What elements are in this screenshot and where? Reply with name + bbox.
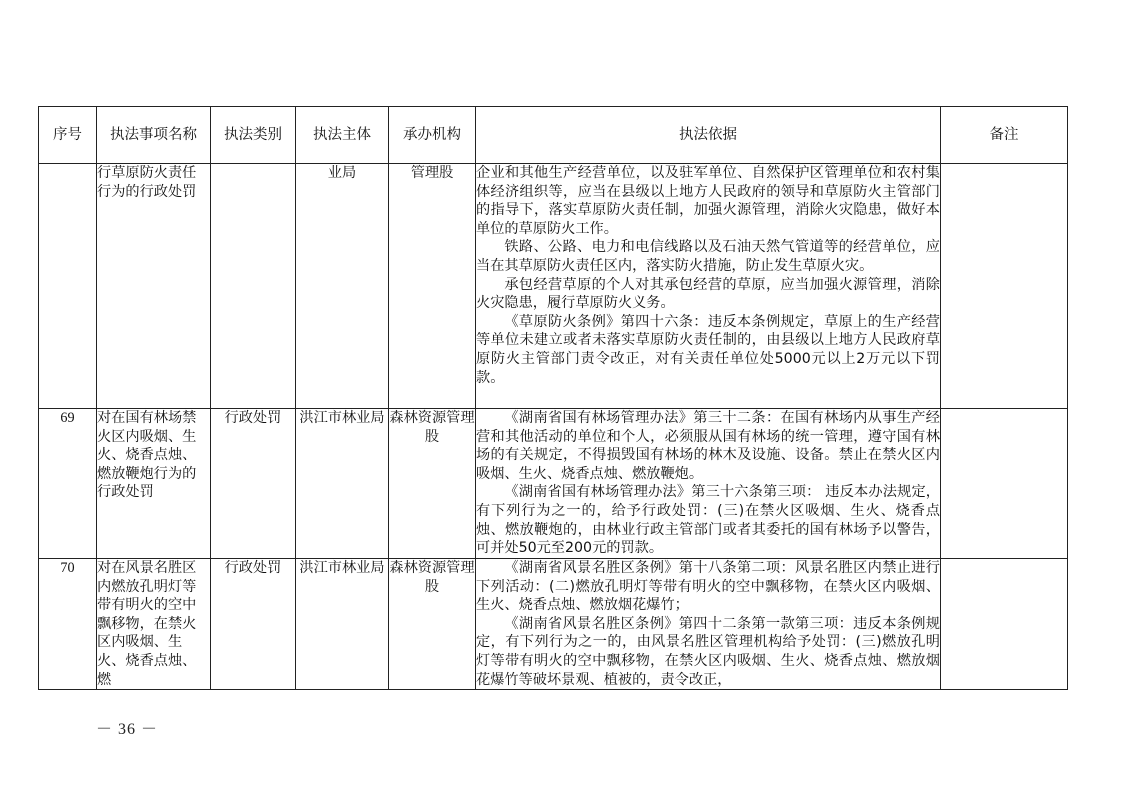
row-subject: 洪江市林业局 [296, 559, 389, 690]
row-remark [941, 164, 1068, 409]
row-basis [476, 409, 941, 559]
basis-paragraph: 《湖南省风景名胜区条例》第十八条第二项：风景名胜区内禁止进行下列活动：(二)燃放孔明灯等带有明火的空中飘移物，在禁火区内吸烟、生火、烧香点烛、燃放烟花爆竹； [476, 560, 940, 614]
header-organ: 承办机构 [389, 107, 476, 164]
row-basis-clip [476, 559, 940, 689]
row-organ: 管理股 [389, 164, 476, 409]
header-subject: 执法主体 [296, 107, 389, 164]
basis-paragraph: 《湖南省风景名胜区条例》第四十二条第一款第三项：违反本条例规定，有下列行为之一的，由风景名胜区管理机构给予处罚：(三)燃放孔明灯等带有明火的空中飘移物，在禁火区内吸烟、生火、烧香点烛、燃放烟花爆竹等破坏景观、植被的，责令改正， [476, 615, 940, 688]
row-subject: 洪江市林业局 [296, 409, 389, 559]
row-basis [476, 559, 941, 690]
row-remark [941, 559, 1068, 690]
basis-paragraph: 《草原防火条例》第四十六条：违反本条例规定，草原上的生产经营等单位未建立或者未落实草原防火责任制的，由县级以上地方人民政府草原防火主管部门责令改正，对有关责任单位处5000元以上2万元以下罚款。 [476, 313, 940, 386]
row-remark [941, 409, 1068, 559]
header-remark: 备注 [941, 107, 1068, 164]
table-row [39, 164, 1068, 409]
enforcement-table [38, 106, 1068, 690]
row-category: 行政处罚 [211, 559, 296, 690]
header-item-name: 执法事项名称 [97, 107, 211, 164]
table-row [39, 559, 1068, 690]
table-row [39, 409, 1068, 559]
row-seq: 69 [39, 409, 97, 559]
row-seq [39, 164, 97, 409]
row-organ: 森林资源管理股 [389, 409, 476, 559]
row-basis [476, 164, 941, 409]
row-item-name-text: 对在风景名胜区内燃放孔明灯等带有明火的空中飘移物，在禁火区内吸烟、生火、烧香点烛、燃 [97, 560, 197, 688]
row-organ: 森林资源管理股 [389, 559, 476, 690]
basis-paragraph: 企业和其他生产经营单位，以及驻军单位、自然保护区管理单位和农村集体经济组织等，应当在县级以上地方人民政府的领导和草原防火主管部门的指导下，落实草原防火责任制，加强火源管理，消除火灾隐患，做好本单位的草原防火工作。 [476, 165, 940, 237]
header-category: 执法类别 [211, 107, 296, 164]
basis-paragraph: 《湖南省国有林场管理办法》第三十二条：在国有林场内从事生产经营和其他活动的单位和个人，必须服从国有林场的统一管理，遵守国有林场的有关规定，不得损毁国有林场的林木及设施、设备。禁止在禁火区内吸烟、生火、烧香点烛、燃放鞭炮。 [476, 410, 940, 482]
header-basis: 执法依据 [476, 107, 941, 164]
basis-paragraph: 铁路、公路、电力和电信线路以及石油天然气管道等的经营单位，应当在其草原防火责任区内，落实防火措施，防止发生草原火灾。 [476, 239, 940, 274]
row-item-name [97, 559, 211, 690]
header-seq: 序号 [39, 107, 97, 164]
row-category [211, 164, 296, 409]
row-seq: 70 [39, 559, 97, 690]
row-subject: 业局 [296, 164, 389, 409]
row-item-name: 行草原防火责任行为的行政处罚 [97, 164, 211, 409]
basis-paragraph: 承包经营草原的个人对其承包经营的草原，应当加强火源管理，消除火灾隐患，履行草原防火义务。 [476, 276, 940, 312]
header-row [39, 107, 1068, 164]
page-number: － 36 － [96, 721, 159, 738]
row-category: 行政处罚 [211, 409, 296, 559]
basis-paragraph: 《湖南省国有林场管理办法》第三十六条第三项： 违反本办法规定，有下列行为之一的，给予行政处罚：(三)在禁火区吸烟、生火、烧香点烛、燃放鞭炮的，由林业行政主管部门或者其委托的国有林场予以警告，可并处50元至200元的罚款。 [476, 484, 940, 557]
row-item-name: 对在国有林场禁火区内吸烟、生火、烧香点烛、燃放鞭炮行为的行政处罚 [97, 409, 211, 559]
